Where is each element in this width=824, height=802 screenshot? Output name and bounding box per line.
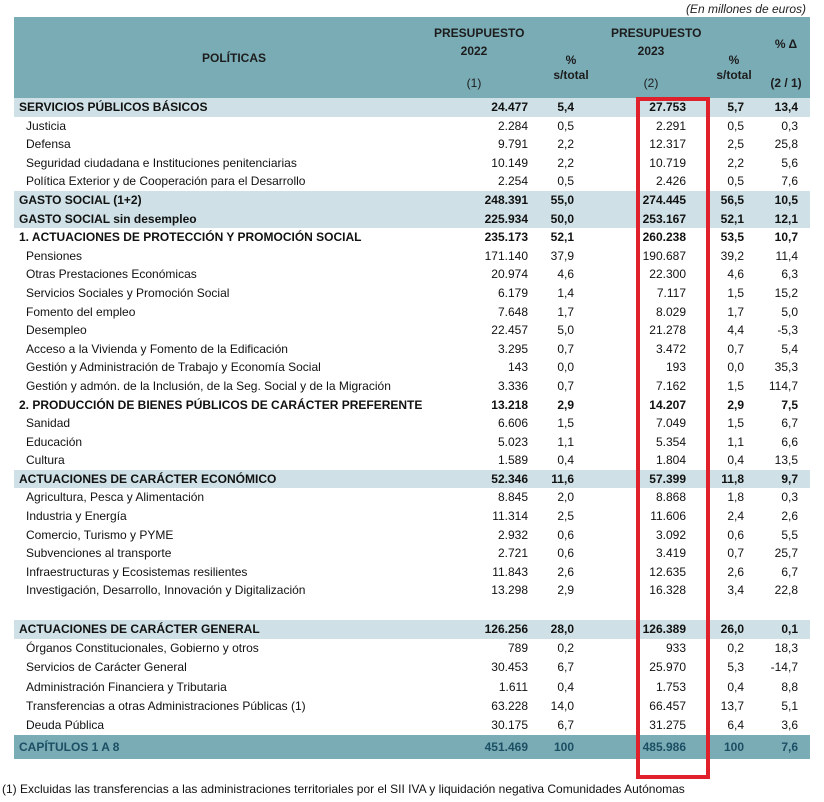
budget-2022: 451.469 [484,740,528,755]
budget-2022: 248.391 [484,192,528,207]
budget-2022: 143 [507,360,528,375]
budget-2023: 126.389 [642,622,686,637]
share-2023: 5,3 [727,660,744,675]
row-label: Política Exterior y de Cooperación para el Desarrollo [26,174,306,189]
share-2022: 6,7 [557,717,574,732]
share-2022: 1,1 [557,434,574,449]
budget-2023: 8.029 [655,304,686,319]
budget-2023: 274.445 [642,192,686,207]
row-label: Acceso a la Vivienda y Fomento de la Edificación [26,341,288,356]
share-2023: 1,1 [727,434,744,449]
share-2022: 2,0 [557,490,574,505]
share-2022: 0,2 [557,641,574,656]
share-2023: 11,8 [721,471,744,486]
budget-2023: 12.317 [649,137,686,152]
row-label: GASTO SOCIAL (1+2) [19,192,142,207]
pct-change: 35,3 [774,360,798,375]
row-label: Otras Prestaciones Económicas [26,267,197,282]
units-note: (En millones de euros) [685,2,806,16]
row-label: Subvenciones al transporte [26,546,172,561]
pct-change: 10,5 [774,192,798,207]
share-2023: 0,4 [727,453,744,468]
budget-2022: 9.791 [497,137,528,152]
budget-2022: 171.140 [484,248,528,263]
share-2023: 100 [723,740,744,755]
budget-2023: 22.300 [649,267,686,282]
budget-2022: 2.932 [497,527,528,542]
pct-change: 6,6 [781,434,798,449]
pct-change: 15,2 [774,285,798,300]
row-label: Gestión y Administración de Trabajo y Economía Social [26,360,321,375]
budget-2022: 2.721 [497,546,528,561]
budget-2022: 13.298 [491,583,528,598]
share-2022: 2,2 [557,137,574,152]
budget-2022: 22.457 [491,323,528,338]
budget-2023: 14.207 [649,397,686,412]
budget-2022: 6.179 [497,285,528,300]
budget-2022: 30.453 [491,660,528,675]
header-presupuesto-2022: PRESUPUESTO [434,26,525,40]
budget-2023: 31.275 [649,717,686,732]
share-2022: 37,9 [550,248,574,263]
share-2023: 13,7 [720,698,744,713]
share-2023: 2,4 [727,509,744,524]
budget-2023: 5.354 [655,434,686,449]
budget-2022: 63.228 [491,698,528,713]
share-2023: 53,5 [720,230,744,245]
share-2023: 4,6 [727,267,744,282]
row-label: Seguridad ciudadana e Instituciones penitenciarias [26,155,297,170]
pct-change: -5,3 [777,323,798,338]
budget-2023: 260.238 [642,230,686,245]
pct-change: 18,3 [774,641,798,656]
row-label: Comercio, Turismo y PYME [26,527,174,542]
row-label: Educación [26,434,83,449]
share-2023: 3,4 [727,583,744,598]
share-2023: 1,5 [727,416,744,431]
pct-change: 25,7 [774,546,798,561]
budget-2023: 3.472 [655,341,686,356]
pct-change: 7,5 [781,397,798,412]
row-label: Investigación, Desarrollo, Innovación y Digitalización [26,583,306,598]
budget-2022: 11.314 [492,509,528,524]
pct-change: 5,5 [781,527,798,542]
header-politicas: POLÍTICAS [201,51,266,65]
header-pct-delta: % Δ [774,37,798,51]
pct-change: 7,6 [781,174,798,189]
header-year-2022: 2022 [460,44,488,58]
share-2022: 28,0 [550,622,574,637]
share-2022: 1,7 [557,304,574,319]
share-2023: 52,1 [720,211,744,226]
share-2022: 52,1 [550,230,574,245]
share-2023: 0,7 [727,546,744,561]
budget-2023: 8.868 [655,490,686,505]
pct-change: 5,4 [781,341,798,356]
budget-2023: 2.291 [655,118,686,133]
budget-2022: 3.295 [497,341,528,356]
share-2022: 4,6 [557,267,574,282]
share-2023: 39,2 [720,248,744,263]
budget-2022: 235.173 [484,230,528,245]
row-label: Cultura [26,453,65,468]
budget-2023: 190.687 [642,248,686,263]
pct-change: 12,1 [774,211,798,226]
share-2023: 2,9 [727,397,744,412]
budget-2022: 225.934 [484,211,528,226]
pct-change: 6,7 [781,564,798,579]
pct-change: 11,4 [775,248,798,263]
budget-2023: 933 [665,641,686,656]
row-label: Industria y Energía [26,509,127,524]
budget-2022: 1.611 [498,679,528,694]
pct-change: 6,3 [781,267,798,282]
pct-change: 25,8 [774,137,798,152]
budget-2023: 1.804 [655,453,686,468]
budget-2022: 52.346 [491,471,528,486]
pct-change: 5,6 [781,155,798,170]
budget-2022: 789 [507,641,528,656]
budget-2023: 66.457 [649,698,686,713]
pct-change: 0,3 [781,490,798,505]
share-2023: 1,8 [727,490,744,505]
budget-2022: 20.974 [491,267,528,282]
row-label: Servicios Sociales y Promoción Social [26,285,230,300]
row-label: Fomento del empleo [26,304,136,319]
row-label: ACTUACIONES DE CARÁCTER GENERAL [19,622,260,637]
pct-change: 0,3 [781,118,798,133]
budget-2023: 485.986 [642,740,686,755]
budget-2022: 5.023 [497,434,528,449]
budget-2022: 10.149 [491,155,528,170]
budget-2023: 10.719 [649,155,686,170]
header-stotal-2023: s/total [716,68,752,82]
row-label: Defensa [26,137,71,152]
budget-2023: 7.162 [655,378,686,393]
row-label: Administración Financiera y Tributaria [26,679,227,694]
budget-2022: 6.606 [497,416,528,431]
share-2022: 1,4 [557,285,574,300]
share-2023: 2,2 [727,155,744,170]
share-2023: 0,6 [727,527,744,542]
share-2023: 26,0 [720,622,744,637]
share-2023: 2,5 [727,137,744,152]
budget-2022: 7.648 [497,304,528,319]
share-2022: 2,5 [557,509,574,524]
row-label: Agricultura, Pesca y Alimentación [26,490,205,505]
budget-2022: 8.845 [497,490,528,505]
share-2022: 5,4 [557,100,574,114]
row-label: Deuda Pública [26,717,105,732]
budget-2023: 253.167 [642,211,686,226]
pct-change: 13,5 [774,453,798,468]
pct-change: 0,1 [781,622,798,637]
pct-change: 5,0 [781,304,798,319]
header-presupuesto-2023: PRESUPUESTO [611,26,702,40]
share-2022: 55,0 [550,192,574,207]
budget-2022: 11.843 [492,564,528,579]
pct-change: -14,7 [770,660,798,675]
budget-2022: 2.254 [497,174,528,189]
pct-change: 2,6 [781,509,798,524]
share-2023: 0,2 [727,641,744,656]
share-2023: 56,5 [720,192,744,207]
header-pct-2023: % [728,53,740,67]
row-label: Gestión y admón. de la Inclusión, de la Seg. Social y de la Migración [26,378,391,393]
budget-2023: 2.426 [655,174,686,189]
budget-2023: 12.635 [649,564,686,579]
share-2022: 100 [553,740,574,755]
budget-2023: 7.117 [656,285,686,300]
share-2022: 0,5 [557,118,574,133]
share-2023: 6,4 [727,717,744,732]
share-2022: 2,9 [557,583,574,598]
header-ref-2: (2) [643,76,659,90]
share-2022: 0,4 [557,679,574,694]
share-2022: 2,2 [557,155,574,170]
budget-2023: 1.753 [655,679,686,694]
share-2022: 0,4 [557,453,574,468]
budget-2022: 30.175 [491,717,528,732]
share-2023: 2,6 [727,564,744,579]
share-2023: 1,7 [727,304,744,319]
pct-change: 7,6 [781,740,798,755]
row-label: Infraestructuras y Ecosistemas resilientes [26,564,248,579]
row-label: Órganos Constitucionales, Gobierno y otros [26,641,259,656]
share-2023: 5,7 [727,100,744,114]
row-label: Justicia [26,118,67,133]
share-2022: 0,0 [557,360,574,375]
row-label: CAPÍTULOS 1 A 8 [19,740,120,755]
share-2023: 0,5 [727,174,744,189]
budget-2023: 11.606 [650,509,686,524]
share-2022: 14,0 [550,698,574,713]
share-2022: 2,6 [557,564,574,579]
budget-2023: 3.419 [655,546,686,561]
row-label: 1. ACTUACIONES DE PROTECCIÓN Y PROMOCIÓN SOCIAL [19,230,362,245]
share-2022: 2,9 [557,397,574,412]
share-2022: 6,7 [557,660,574,675]
budget-2023: 21.278 [649,323,686,338]
budget-2022: 13.218 [491,397,528,412]
budget-2023: 7.049 [655,416,686,431]
header-stotal-2022: s/total [553,68,589,82]
pct-change: 22,8 [774,583,798,598]
row-label: Pensiones [26,248,83,263]
header-ratio: (2 / 1) [770,76,802,90]
share-2023: 1,5 [727,285,744,300]
header-year-2023: 2023 [637,44,665,58]
budget-2023: 16.328 [649,583,686,598]
budget-2022: 1.589 [497,453,528,468]
highlight-box-2023 [636,97,710,779]
row-label: Servicios de Carácter General [26,660,187,675]
table-header [14,17,810,98]
row-label: 2. PRODUCCIÓN DE BIENES PÚBLICOS DE CARÁCTER PREFERENTE [19,397,423,412]
share-2022: 5,0 [557,323,574,338]
budget-2022: 2.284 [497,118,528,133]
share-2023: 1,5 [727,378,744,393]
pct-change: 13,4 [774,100,798,114]
row-label: Transferencias a otras Administraciones Públicas (1) [26,698,306,713]
pct-change: 5,1 [781,698,798,713]
pct-change: 3,6 [781,717,798,732]
pct-change: 10,7 [774,230,798,245]
budget-2022: 126.256 [484,622,528,637]
row-label: Desempleo [26,323,87,338]
header-pct-2022: % [565,53,577,67]
pct-change: 9,7 [781,471,798,486]
share-2023: 0,0 [727,360,744,375]
budget-2022: 3.336 [497,378,528,393]
row-label: SERVICIOS PÚBLICOS BÁSICOS [19,100,208,114]
budget-2023: 193 [665,360,686,375]
share-2022: 0,7 [557,378,574,393]
budget-2022: 24.477 [491,100,528,114]
budget-2023: 57.399 [649,471,686,486]
share-2022: 1,5 [557,416,574,431]
share-2022: 0,6 [557,546,574,561]
share-2022: 0,6 [557,527,574,542]
share-2022: 0,5 [557,174,574,189]
share-2022: 50,0 [550,211,574,226]
pct-change: 8,8 [781,679,798,694]
pct-change: 114,7 [768,378,798,393]
pct-change: 6,7 [781,416,798,431]
share-2022: 11,6 [551,471,574,486]
footnote: (1) Excluidas las transferencias a las administraciones territoriales por el SII IVA y liquidación negativa Comunidades Autónomas [2,782,685,796]
share-2023: 0,5 [727,118,744,133]
budget-2023: 25.970 [649,660,686,675]
share-2022: 0,7 [557,341,574,356]
share-2023: 0,7 [727,341,744,356]
header-ref-1: (1) [466,76,482,90]
row-label: GASTO SOCIAL sin desempleo [19,211,197,226]
row-label: ACTUACIONES DE CARÁCTER ECONÓMICO [19,471,277,486]
budget-2023: 3.092 [655,527,686,542]
share-2023: 4,4 [727,323,744,338]
budget-2023: 27.753 [649,100,686,114]
row-label: Sanidad [26,416,71,431]
share-2023: 0,4 [727,679,744,694]
